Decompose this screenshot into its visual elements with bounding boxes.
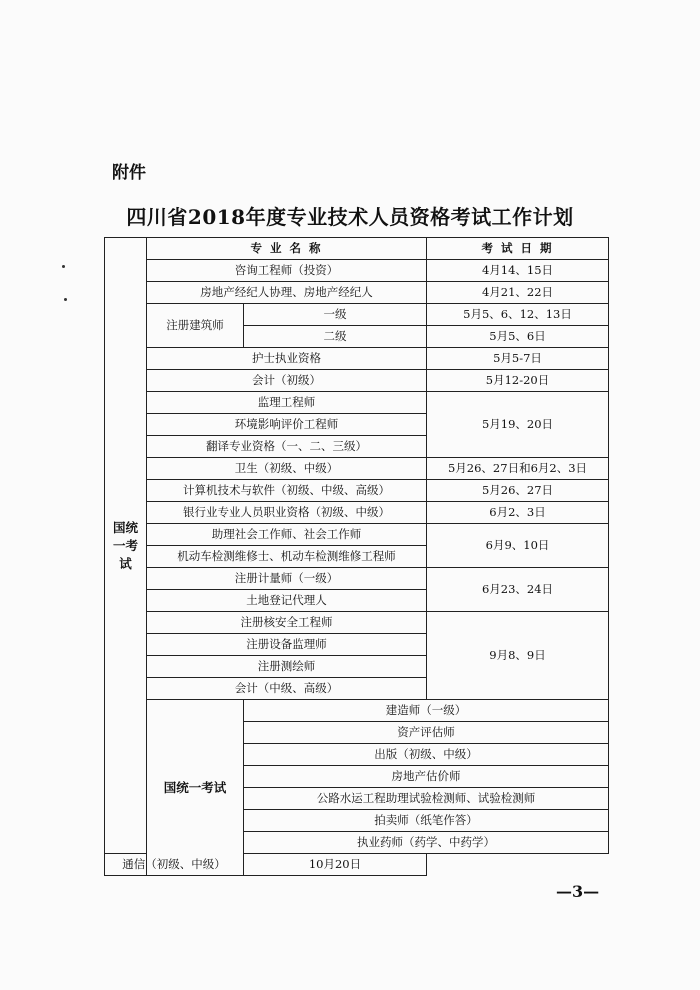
exam-name: 房地产估价师 — [244, 766, 609, 788]
exam-name: 卫生（初级、中级） — [147, 458, 427, 480]
exam-date: 6月9、10日 — [427, 524, 609, 568]
exam-name: 注册设备监理师 — [147, 634, 427, 656]
exam-name: 会计（初级） — [147, 370, 427, 392]
exam-name-registered-architect: 注册建筑师 — [147, 304, 244, 348]
attachment-label: 附件 — [112, 163, 146, 183]
exam-level: 二级 — [244, 326, 427, 348]
column-header-date: 考 试 日 期 — [427, 238, 609, 260]
exam-date: 5月19、20日 — [427, 392, 609, 458]
exam-date: 6月23、24日 — [427, 568, 609, 612]
exam-date: 5月26、27日 — [427, 480, 609, 502]
exam-name: 会计（中级、高级） — [147, 678, 427, 700]
exam-date: 5月5、6、12、13日 — [427, 304, 609, 326]
page-number: —3— — [556, 882, 600, 901]
exam-date: 6月2、3日 — [427, 502, 609, 524]
exam-level: 一级 — [244, 304, 427, 326]
exam-name: 助理社会工作师、社会工作师 — [147, 524, 427, 546]
exam-name: 注册测绘师 — [147, 656, 427, 678]
group-label-national: 国统一考试 — [105, 238, 147, 854]
page-title: 四川省2018年度专业技术人员资格考试工作计划 — [126, 205, 574, 229]
exam-date: 5月12-20日 — [427, 370, 609, 392]
exam-name: 建造师（一级） — [244, 700, 609, 722]
exam-date: 5月5-7日 — [427, 348, 609, 370]
exam-date: 5月5、6日 — [427, 326, 609, 348]
exam-name: 出版（初级、中级） — [244, 744, 609, 766]
exam-name: 翻译专业资格（一、二、三级） — [147, 436, 427, 458]
exam-name: 银行业专业人员职业资格（初级、中级） — [147, 502, 427, 524]
exam-name: 计算机技术与软件（初级、中级、高级） — [147, 480, 427, 502]
exam-name: 通信（初级、中级） — [105, 854, 244, 876]
group-label-national-2: 国统一考试 — [147, 700, 244, 876]
scan-mark — [64, 298, 67, 301]
exam-name: 注册计量师（一级） — [147, 568, 427, 590]
exam-name: 咨询工程师（投资） — [147, 260, 427, 282]
exam-schedule-table — [104, 237, 609, 876]
exam-date: 9月8、9日 — [427, 612, 609, 700]
exam-date: 10月20日 — [244, 854, 427, 876]
exam-name: 土地登记代理人 — [147, 590, 427, 612]
exam-name: 资产评估师 — [244, 722, 609, 744]
exam-name: 护士执业资格 — [147, 348, 427, 370]
scan-mark — [62, 265, 65, 268]
exam-date: 4月21、22日 — [427, 282, 609, 304]
exam-name: 房地产经纪人协理、房地产经纪人 — [147, 282, 427, 304]
exam-name: 机动车检测维修士、机动车检测维修工程师 — [147, 546, 427, 568]
exam-name: 执业药师（药学、中药学） — [244, 832, 609, 854]
exam-name: 注册核安全工程师 — [147, 612, 427, 634]
exam-name: 监理工程师 — [147, 392, 427, 414]
exam-date: 5月26、27日和6月2、3日 — [427, 458, 609, 480]
exam-name: 拍卖师（纸笔作答） — [244, 810, 609, 832]
exam-date: 4月14、15日 — [427, 260, 609, 282]
exam-name: 环境影响评价工程师 — [147, 414, 427, 436]
exam-name: 公路水运工程助理试验检测师、试验检测师 — [244, 788, 609, 810]
column-header-name: 专 业 名 称 — [147, 238, 427, 260]
